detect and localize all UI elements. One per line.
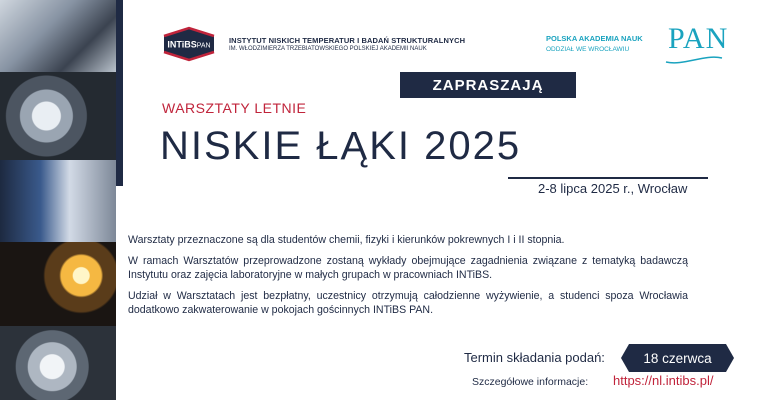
event-description [128,233,688,324]
svg-text:INTiBSPAN: INTiBSPAN [167,39,211,50]
divider [508,177,708,179]
info-label: Szczegółowe informacje: [472,376,589,388]
deadline-label: Termin składania podań: [464,350,605,365]
deadline-badge [621,344,734,372]
event-title: NISKIE ŁĄKI 2025 [160,124,522,168]
pan-logo-icon: PAN [668,22,729,55]
event-date-place: 2-8 lipca 2025 r., Wrocław [538,181,688,196]
deadline-value: 18 czerwca [643,350,712,366]
pan-swoosh-icon [664,52,724,66]
lab-photo-glassblowing [0,242,116,326]
invite-banner: ZAPRASZAJĄ [400,72,576,98]
pan-name: POLSKA AKADEMIA NAUK [546,34,643,43]
photo-strip [0,0,116,400]
lab-photo-researcher [0,160,116,242]
event-kicker: WARSZTATY LETNIE [162,100,307,116]
lab-photo-equipment [0,326,116,400]
pan-subtitle: ODDZIAŁ WE WROCŁAWIU [546,46,630,53]
accent-bar [116,0,123,186]
description-paragraph: W ramach Warsztatów przeprowadzone zostaną wykłady obejmujące zagadnienia związane z tematyką badawczą Instytutu oraz zajęcia laboratoryjne w małych grupach w pracowniach INTiBS. [128,254,688,281]
description-paragraph: Udział w Warsztatach jest bezpłatny, uczestnicy otrzymują całodzienne wyżywienie, a studenci spoza Wrocławia dodatkowo zakwaterowanie w pokojach gościnnych INTiBS PAN. [128,289,688,316]
info-link[interactable]: https://nl.intibs.pl/ [613,373,714,388]
institute-name: INSTYTUT NISKICH TEMPERATUR I BADAŃ STRUKTURALNYCH [229,36,466,45]
institute-subtitle: IM. WŁODZIMIERZA TRZEBIATOWSKIEGO POLSKIEJ AKADEMII NAUK [229,46,427,52]
lab-photo-computer [0,0,116,72]
description-paragraph: Warsztaty przeznaczone są dla studentów chemii, fizyki i kierunków pokrewnych I i II stopnia. [128,234,565,246]
lab-photo-vacuum-chamber [0,72,116,160]
intibs-logo-icon [160,26,218,62]
